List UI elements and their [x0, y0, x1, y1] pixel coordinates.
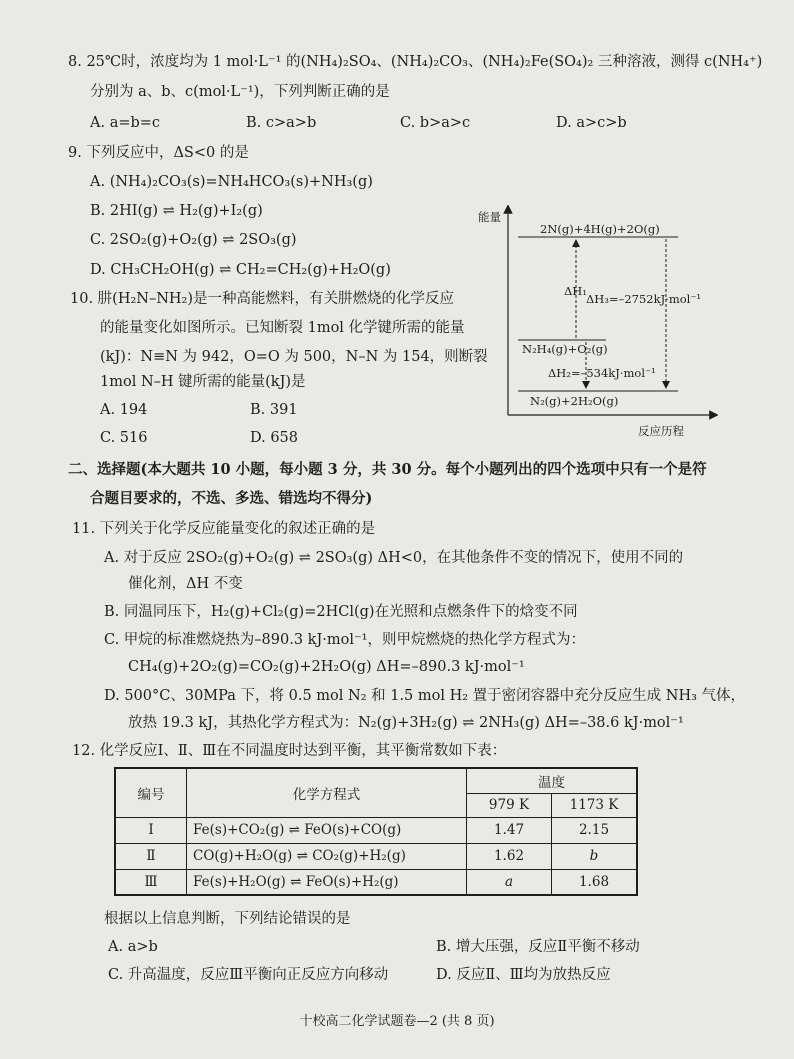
q11-option-b: B. 同温同压下，H₂(g)+Cl₂(g)=2HCl(g)在光照和点燃条件下的焓变不同	[104, 604, 578, 620]
q12-stem: 12. 化学反应Ⅰ、Ⅱ、Ⅲ在不同温度时达到平衡，其平衡常数如下表：	[72, 743, 507, 759]
q8-option-b: B. c>a>b	[246, 115, 317, 131]
q8-option-c: C. b>a>c	[400, 115, 471, 131]
q11-option-a-line1: A. 对于反应 2SO₂(g)+O₂(g) ⇌ 2SO₃(g) ΔH<0，在其他条件不变的情况下，使用不同的	[104, 550, 684, 566]
equilibrium-constant-table	[114, 767, 638, 896]
row-equation: Fe(s)+CO₂(g) ⇌ FeO(s)+CO(g)	[187, 817, 467, 843]
q12-option-b: B. 增大压强，反应Ⅱ平衡不移动	[436, 939, 640, 955]
q9-stem: 9. 下列反应中，ΔS<0 的是	[68, 145, 249, 161]
row-equation: CO(g)+H₂O(g) ⇌ CO₂(g)+H₂(g)	[187, 843, 467, 869]
q12-question: 根据以上信息判断，下列结论错误的是	[104, 911, 351, 927]
q10-option-b: B. 391	[250, 402, 298, 418]
x-axis-label: 反应历程	[638, 424, 684, 438]
q11-stem: 11. 下列关于化学反应能量变化的叙述正确的是	[72, 521, 376, 537]
q8-line2: 分别为 a、b、c(mol·L⁻¹)，下列判断正确的是	[90, 84, 390, 100]
q10-line2: 的能量变化如图所示。已知断裂 1mol 化学键所需的能量	[100, 320, 465, 336]
table-header-no: 编号	[115, 768, 187, 817]
q11-option-a-line2: 催化剂，ΔH 不变	[128, 576, 243, 592]
table-row	[115, 869, 637, 895]
q9-option-c: C. 2SO₂(g)+O₂(g) ⇌ 2SO₃(g)	[90, 232, 297, 248]
row-k2: 1.68	[552, 869, 638, 895]
y-axis-label: 能量	[478, 210, 501, 224]
page-footer: 十校高二化学试题卷—2 (共 8 页)	[299, 1014, 495, 1029]
level-bottom-label: N₂(g)+2H₂O(g)	[530, 394, 619, 408]
q8-option-a: A. a=b=c	[90, 115, 161, 131]
dh2-label: ΔH₂=–534kJ·mol⁻¹	[548, 366, 656, 380]
q11-option-d-line1: D. 500°C、30MPa 下，将 0.5 mol N₂ 和 1.5 mol H₂ 置于密闭容器中充分反应生成 NH₃ 气体，	[104, 688, 746, 704]
q12-option-c: C. 升高温度，反应Ⅲ平衡向正反应方向移动	[108, 967, 389, 983]
q10-line3: (kJ)：N≡N 为 942，O=O 为 500，N–N 为 154，则断裂	[100, 349, 488, 365]
row-no: Ⅲ	[115, 869, 187, 895]
table-row	[115, 843, 637, 869]
q8-option-d: D. a>c>b	[556, 115, 627, 131]
q11-option-d-line2: 放热 19.3 kJ，其热化学方程式为：N₂(g)+3H₂(g) ⇌ 2NH₃(g) ΔH=–38.6 kJ·mol⁻¹	[128, 715, 684, 731]
energy-diagram	[478, 205, 718, 440]
q9-option-a: A. (NH₄)₂CO₃(s)=NH₄HCO₃(s)+NH₃(g)	[90, 174, 373, 190]
row-k1: 1.62	[467, 843, 552, 869]
row-no: Ⅰ	[115, 817, 187, 843]
q11-option-c-line2: CH₄(g)+2O₂(g)=CO₂(g)+2H₂O(g) ΔH=–890.3 kJ·mol⁻¹	[128, 659, 525, 675]
q12-option-a: A. a>b	[108, 939, 158, 955]
q9-option-b: B. 2HI(g) ⇌ H₂(g)+I₂(g)	[90, 203, 263, 219]
q10-line1: 10. 肼(H₂N–NH₂)是一种高能燃料，有关肼燃烧的化学反应	[70, 291, 455, 307]
q8-line1: 8. 25℃时，浓度均为 1 mol·L⁻¹ 的(NH₄)₂SO₄、(NH₄)₂CO₃、(NH₄)₂Fe(SO₄)₂ 三种溶液，测得 c(NH₄⁺)	[68, 54, 763, 70]
level-mid-label: N₂H₄(g)+O₂(g)	[522, 342, 608, 356]
q11-option-c-line1: C. 甲烷的标准燃烧热为–890.3 kJ·mol⁻¹，则甲烷燃烧的热化学方程式为：	[104, 632, 585, 648]
level-top-label: 2N(g)+4H(g)+2O(g)	[540, 222, 660, 236]
table-header-equation: 化学方程式	[187, 768, 467, 817]
table-header-temperature: 温度	[467, 768, 638, 793]
q12-option-d: D. 反应Ⅱ、Ⅲ均为放热反应	[436, 967, 611, 983]
table-header-t1: 979 K	[467, 793, 552, 817]
q10-option-a: A. 194	[100, 402, 148, 418]
dh3-label: ΔH₃=–2752kJ·mol⁻¹	[586, 292, 702, 306]
section2-line2: 合题目要求的，不选、多选、错选均不得分)	[90, 490, 373, 507]
q10-line4: 1mol N–H 键所需的能量(kJ)是	[100, 374, 306, 390]
row-k2: b	[552, 843, 638, 869]
section2-line1: 二、选择题(本大题共 10 小题，每小题 3 分，共 30 分。每个小题列出的四个选项中只有一个是符	[68, 461, 707, 478]
row-no: Ⅱ	[115, 843, 187, 869]
table-header-t2: 1173 K	[552, 793, 638, 817]
q10-option-d: D. 658	[250, 430, 299, 446]
dh1-label: ΔH₁	[564, 284, 587, 298]
row-k1: 1.47	[467, 817, 552, 843]
row-k2: 2.15	[552, 817, 638, 843]
table-row	[115, 817, 637, 843]
q10-option-c: C. 516	[100, 430, 148, 446]
row-k1: a	[467, 869, 552, 895]
row-equation: Fe(s)+H₂O(g) ⇌ FeO(s)+H₂(g)	[187, 869, 467, 895]
q9-option-d: D. CH₃CH₂OH(g) ⇌ CH₂=CH₂(g)+H₂O(g)	[90, 262, 391, 278]
